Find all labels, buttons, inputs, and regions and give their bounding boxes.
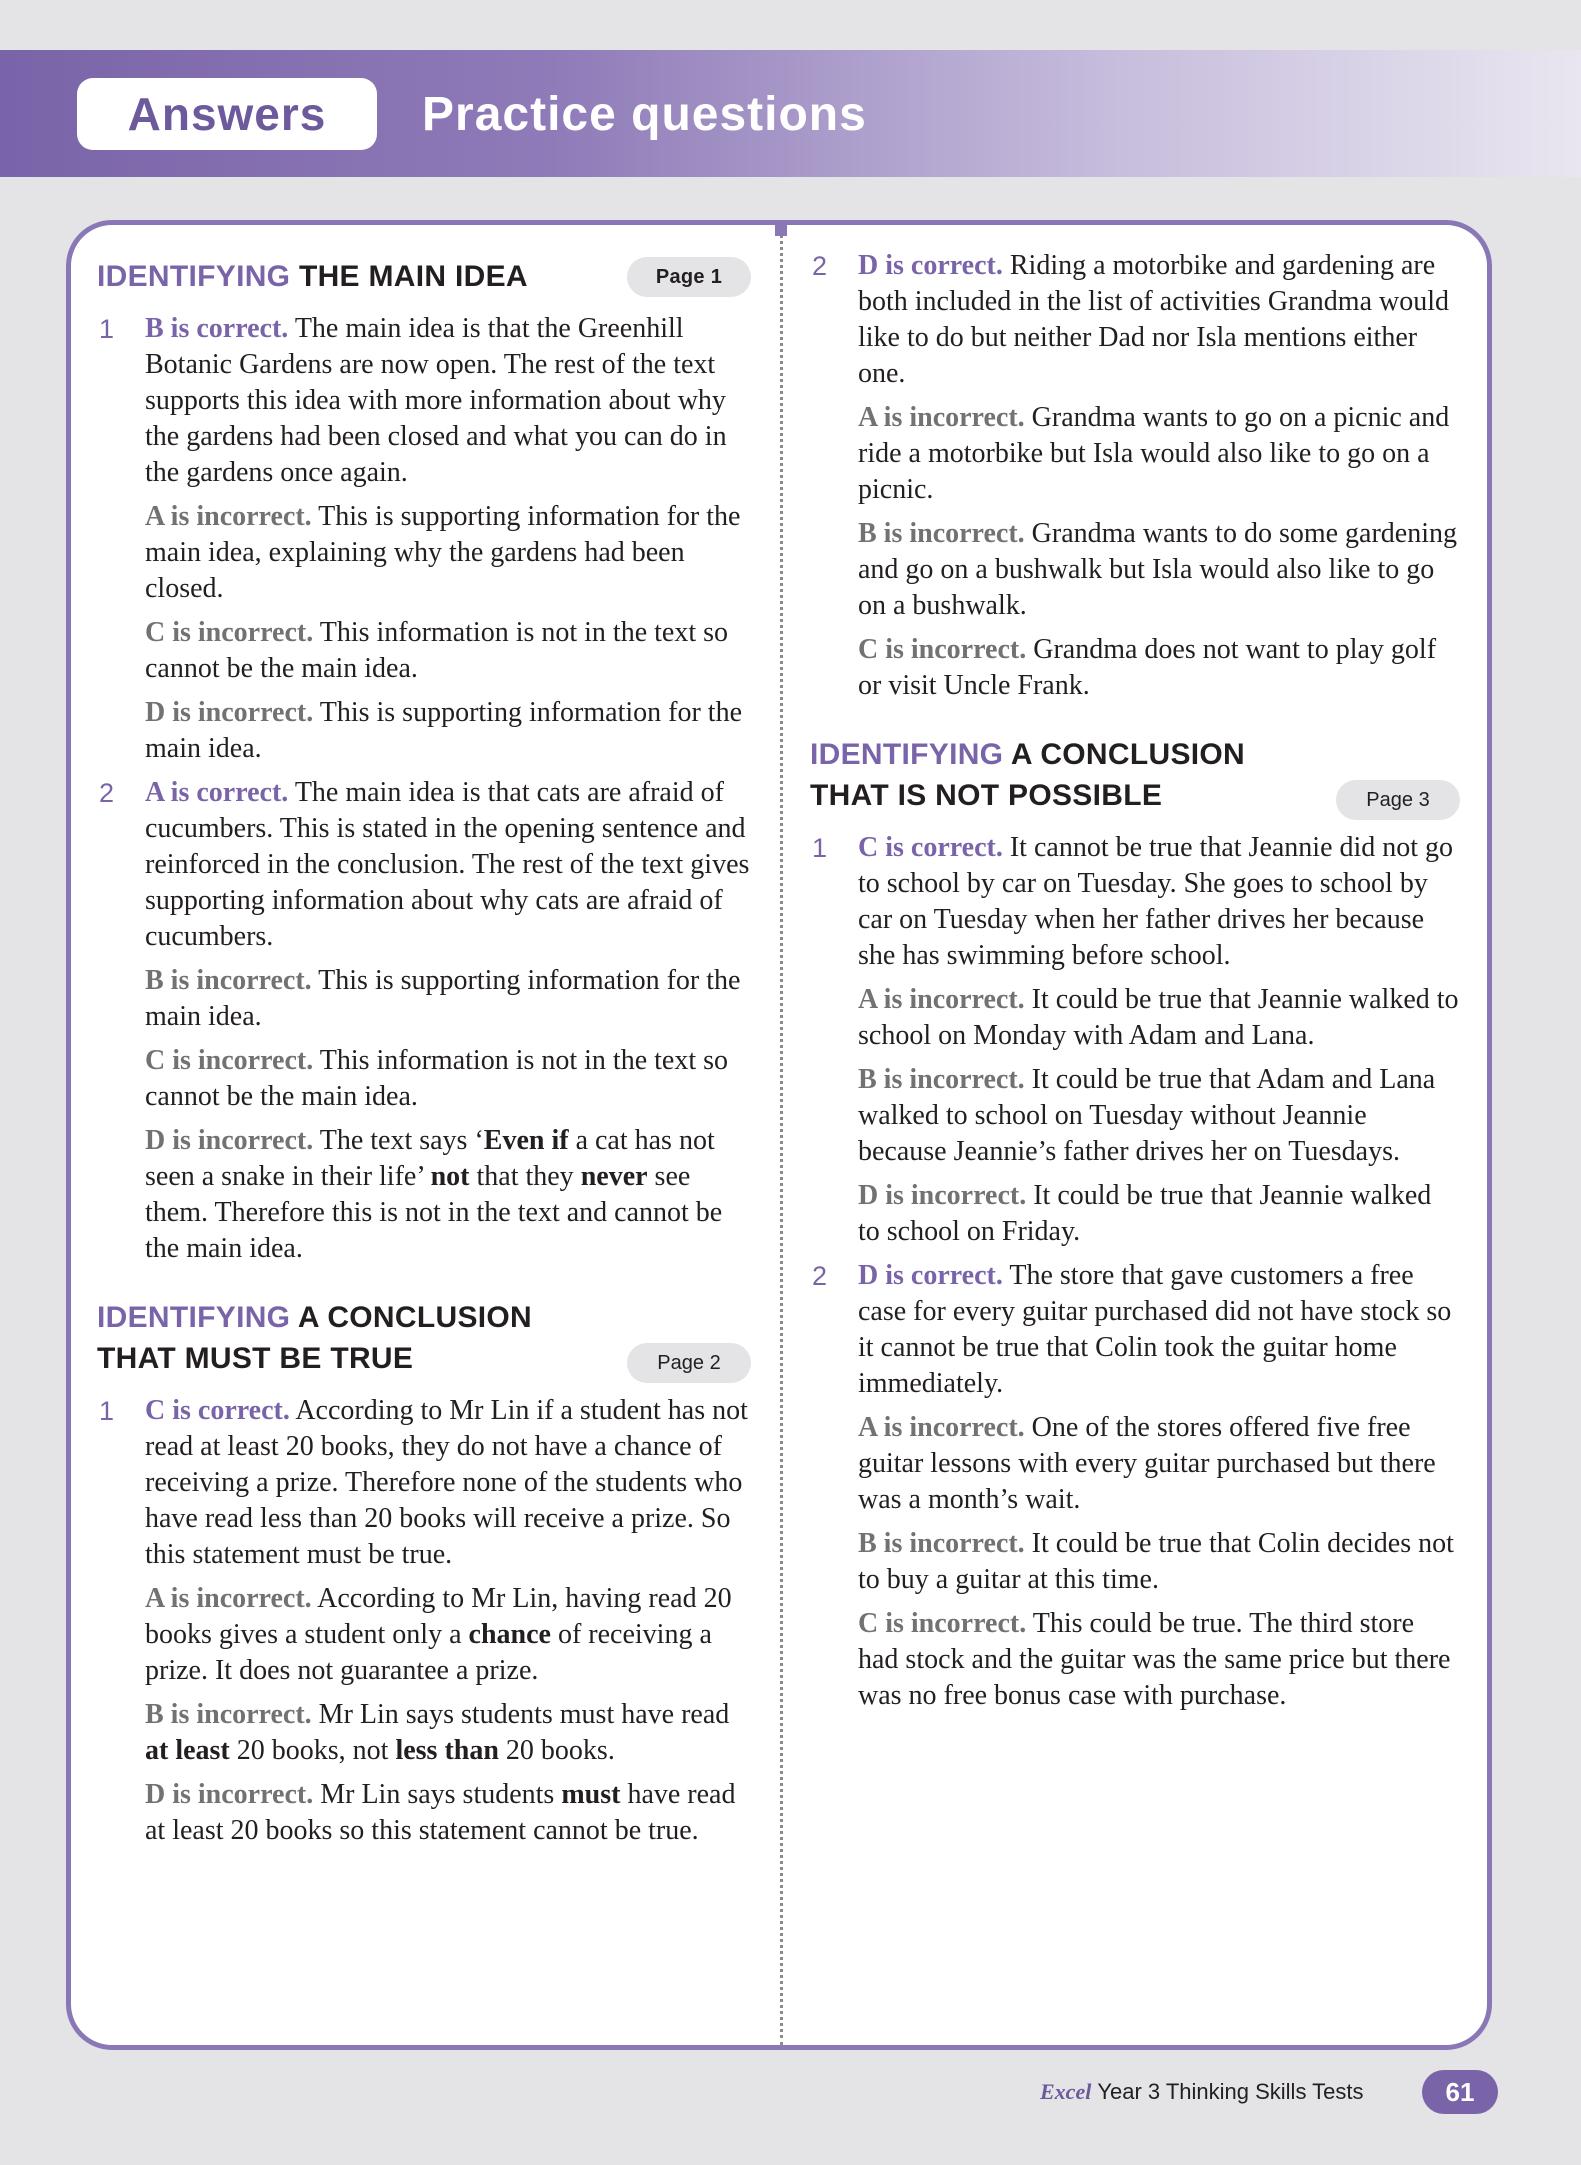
answer-verdict: C is incorrect. — [858, 634, 1027, 665]
page-number: 61 — [1422, 2070, 1498, 2114]
answer-explanation: It could be true that Jeannie walked to school on Monday with Adam and Lana. — [858, 984, 1459, 1051]
answer-paragraph — [858, 1606, 1460, 1714]
answer-paragraph — [858, 1258, 1460, 1402]
heading-text: A CONCLUSION THAT IS NOT POSSIBLE — [810, 738, 1245, 812]
answer-explanation: This could be true. The third store had stock and the guitar was the same price but there was no free bonus case with purchase. — [858, 1608, 1451, 1711]
answer-explanation: This is supporting information for the main idea, explaining why the gardens had been closed. — [145, 501, 741, 604]
answer-explanation: According to Mr Lin, having read 20 books gives a student only a chance of receiving a prize. It does not guarantee a prize. — [145, 1583, 732, 1686]
divider-marker — [775, 224, 787, 236]
answer-explanation: It cannot be true that Jeannie did not go to school by car on Tuesday. She goes to school by car on Tuesday when her father drives her because she has swimming before school. — [858, 832, 1454, 971]
answer-explanation: Grandma does not want to play golf or visit Uncle Frank. — [858, 634, 1437, 701]
question-number: 2 — [99, 778, 115, 808]
answer-paragraph — [858, 248, 1460, 392]
question-number: 2 — [812, 251, 828, 281]
answer-paragraph — [858, 1178, 1460, 1250]
footer-title: Year 3 Thinking Skills Tests — [1097, 2079, 1364, 2104]
question-number: 1 — [99, 314, 115, 344]
heading-text: A CONCLUSION THAT MUST BE TRUE — [97, 1301, 532, 1375]
question-number: 1 — [812, 833, 828, 863]
header-banner — [0, 50, 1581, 177]
answer-paragraph — [858, 1526, 1460, 1598]
answer-explanation: It could be true that Adam and Lana walked to school on Tuesday without Jeannie because Jeannie’s father drives her on Tuesdays. — [858, 1064, 1436, 1167]
question-list — [810, 248, 1460, 712]
answer-paragraph — [145, 615, 751, 687]
answer-paragraph — [858, 632, 1460, 704]
footer — [1040, 2070, 1364, 2114]
question-list — [97, 1393, 751, 1857]
answer-explanation: According to Mr Lin if a student has not read at least 20 books, they do not have a chance of receiving a prize. Therefore none of the students who have read less than 20 books will receive a prize. So this statement must be true. — [145, 1395, 748, 1570]
answer-verdict: C is incorrect. — [145, 1045, 314, 1076]
question-list — [97, 311, 751, 1275]
question-number: 2 — [812, 1261, 828, 1291]
question-answers — [145, 1393, 751, 1857]
answer-paragraph — [858, 400, 1460, 508]
answer-verdict: C is incorrect. — [145, 617, 314, 648]
answer-verdict: B is incorrect. — [858, 1528, 1025, 1559]
answer-paragraph — [145, 963, 751, 1035]
question-answers — [145, 311, 751, 775]
answer-verdict: A is correct. — [145, 777, 289, 808]
left-column — [97, 256, 751, 1857]
answer-paragraph — [858, 982, 1460, 1054]
answer-verdict: D is incorrect. — [145, 1779, 314, 1810]
question-number: 1 — [99, 1396, 115, 1426]
page-title: Practice questions — [422, 87, 867, 141]
answer-explanation: This information is not in the text so cannot be the main idea. — [145, 1045, 729, 1112]
answer-verdict: B is incorrect. — [858, 1064, 1025, 1095]
answer-explanation: Mr Lin says students must have read at least 20 books, not less than 20 books. — [145, 1699, 730, 1766]
page-reference-badge: Page 1 — [627, 257, 751, 297]
question-item — [810, 1258, 1460, 1722]
answer-verdict: A is incorrect. — [145, 1583, 312, 1614]
answer-paragraph — [145, 1697, 751, 1769]
answer-paragraph — [145, 775, 751, 955]
question-item — [97, 775, 751, 1275]
answer-paragraph — [145, 1581, 751, 1689]
answer-explanation: The main idea is that cats are afraid of cucumbers. This is stated in the opening sentence and reinforced in the conclusion. The rest of the text gives supporting information about why cats are afraid of cucumbers. — [145, 777, 750, 952]
answer-explanation: The main idea is that the Greenhill Botanic Gardens are now open. The rest of the text supports this idea with more information about why the gardens had been closed and what you can do in the gardens once again. — [145, 313, 727, 488]
answer-explanation: This information is not in the text so cannot be the main idea. — [145, 617, 729, 684]
answer-paragraph — [858, 1062, 1460, 1170]
question-answers — [145, 775, 751, 1275]
answer-explanation: Mr Lin says students must have read at least 20 books so this statement cannot be true. — [145, 1779, 736, 1846]
answer-verdict: C is incorrect. — [858, 1608, 1027, 1639]
answer-verdict: A is incorrect. — [858, 1412, 1025, 1443]
question-list — [810, 830, 1460, 1722]
answer-paragraph — [858, 1410, 1460, 1518]
question-item — [810, 830, 1460, 1258]
answer-explanation: The store that gave customers a free case for every guitar purchased did not have stock so it cannot be true that Colin took the guitar home immediately. — [858, 1260, 1452, 1399]
question-item — [810, 248, 1460, 712]
answer-explanation: The text says ‘Even if a cat has not seen a snake in their life’ not that they never see them. Therefore this is not in the text and cannot be the main idea. — [145, 1125, 723, 1264]
answer-verdict: D is correct. — [858, 250, 1003, 281]
heading-accent: IDENTIFYING — [97, 260, 291, 293]
answer-verdict: C is correct. — [858, 832, 1003, 863]
answer-paragraph — [145, 499, 751, 607]
answer-paragraph — [145, 1393, 751, 1573]
answer-verdict: D is incorrect. — [858, 1180, 1027, 1211]
answer-paragraph — [145, 1043, 751, 1115]
answer-paragraph — [145, 695, 751, 767]
answer-verdict: A is incorrect. — [145, 501, 312, 532]
answer-verdict: B is incorrect. — [858, 518, 1025, 549]
question-answers — [858, 1258, 1460, 1722]
answer-explanation: Grandma wants to go on a picnic and ride a motorbike but Isla would also like to go on a picnic. — [858, 402, 1450, 505]
answer-explanation: This is supporting information for the main idea. — [145, 697, 743, 764]
answer-paragraph — [858, 516, 1460, 624]
question-item — [97, 1393, 751, 1857]
answer-verdict: D is incorrect. — [145, 1125, 314, 1156]
answer-verdict: D is incorrect. — [145, 697, 314, 728]
answer-verdict: B is incorrect. — [145, 1699, 312, 1730]
answer-paragraph — [145, 311, 751, 491]
question-answers — [858, 248, 1460, 712]
question-item — [97, 311, 751, 775]
answer-explanation: Riding a motorbike and gardening are both included in the list of activities Grandma would like to do but neither Dad nor Isla mentions either one. — [858, 250, 1449, 389]
answer-explanation: One of the stores offered five free guitar lessons with every guitar purchased but there was a month’s wait. — [858, 1412, 1436, 1515]
heading-text: THE MAIN IDEA — [298, 260, 528, 293]
answer-paragraph — [858, 830, 1460, 974]
column-divider — [780, 228, 783, 2046]
footer-brand: Excel — [1040, 2079, 1092, 2104]
answer-verdict: A is incorrect. — [858, 402, 1025, 433]
heading-accent: IDENTIFYING — [97, 1301, 291, 1334]
answer-paragraph — [145, 1777, 751, 1849]
answer-verdict: D is correct. — [858, 1260, 1003, 1291]
page-reference-badge: Page 2 — [627, 1343, 751, 1383]
answer-paragraph — [145, 1123, 751, 1267]
answer-explanation: This is supporting information for the main idea. — [145, 965, 741, 1032]
answer-explanation: It could be true that Jeannie walked to school on Friday. — [858, 1180, 1432, 1247]
answer-explanation: It could be true that Colin decides not to buy a guitar at this time. — [858, 1528, 1454, 1595]
section-heading — [810, 734, 1280, 816]
answer-verdict: B is incorrect. — [145, 965, 312, 996]
question-answers — [858, 830, 1460, 1258]
answer-verdict: B is correct. — [145, 313, 289, 344]
answers-badge: Answers — [77, 78, 377, 150]
heading-accent: IDENTIFYING — [810, 738, 1004, 771]
answer-explanation: Grandma wants to do some gardening and go on a bushwalk but Isla would also like to go on a bushwalk. — [858, 518, 1458, 621]
section-heading — [97, 256, 751, 297]
page-reference-badge: Page 3 — [1336, 780, 1460, 820]
answer-verdict: C is correct. — [145, 1395, 290, 1426]
section-heading — [97, 1297, 567, 1379]
right-column — [810, 248, 1460, 1722]
answer-verdict: A is incorrect. — [858, 984, 1025, 1015]
